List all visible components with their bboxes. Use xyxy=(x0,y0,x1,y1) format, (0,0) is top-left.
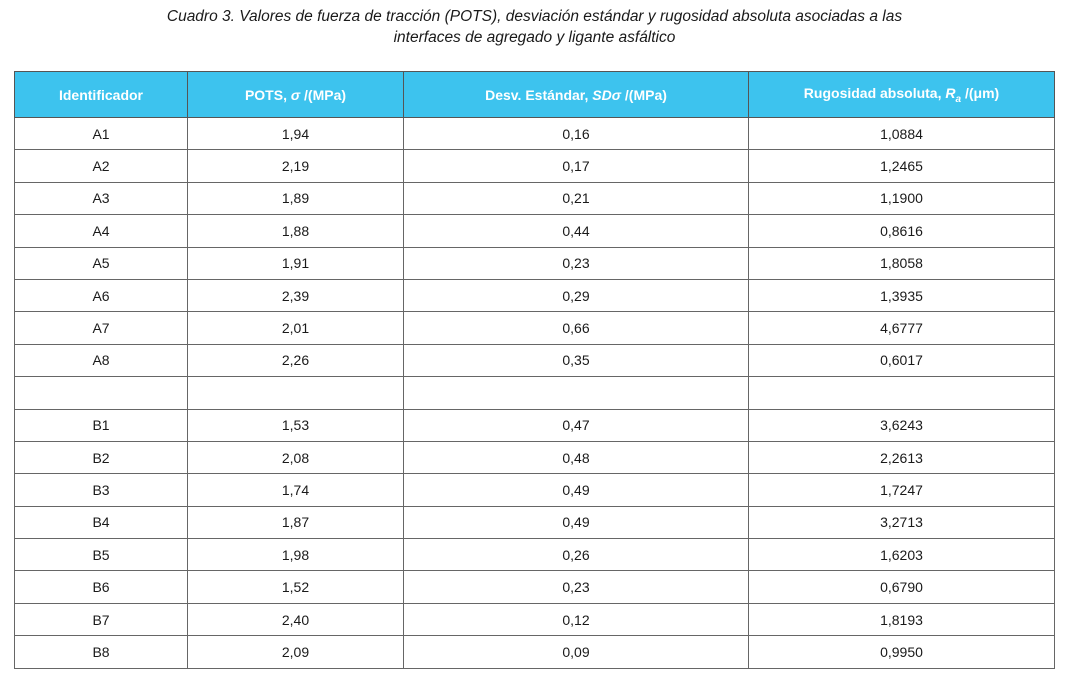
table-row xyxy=(15,409,1055,441)
rugosidad-cell: 1,3935 xyxy=(749,279,1055,311)
caption-line-2: interfaces de agregado y ligante asfáltico xyxy=(393,29,676,46)
rugosidad-cell: 2,2613 xyxy=(749,441,1055,473)
header-identificador-label: Identificador xyxy=(58,86,143,103)
table-row xyxy=(15,182,1055,214)
pots-cell: 1,94 xyxy=(188,118,404,150)
desv-estandar-cell: 0,26 xyxy=(404,539,749,571)
rugosidad-cell: 0,9950 xyxy=(749,636,1055,668)
table-row xyxy=(15,377,1055,409)
desv-estandar-cell: 0,23 xyxy=(404,247,749,279)
pots-cell: 2,39 xyxy=(188,279,404,311)
rugosidad-cell: 1,0884 xyxy=(749,118,1055,150)
data-table xyxy=(14,71,1055,669)
header-sd-unit: /(MPa) xyxy=(621,86,667,103)
table-row xyxy=(15,474,1055,506)
header-rugosidad xyxy=(749,72,1055,118)
rugosidad-cell: 0,8616 xyxy=(749,215,1055,247)
desv-estandar-cell: 0,49 xyxy=(404,474,749,506)
identificador-cell: A1 xyxy=(15,118,188,150)
pots-cell xyxy=(188,377,404,409)
pots-cell: 1,52 xyxy=(188,571,404,603)
identificador-cell: B3 xyxy=(15,474,188,506)
rugosidad-cell: 4,6777 xyxy=(749,312,1055,344)
pots-cell: 1,98 xyxy=(188,539,404,571)
desv-estandar-cell: 0,66 xyxy=(404,312,749,344)
header-pots-prefix: POTS, xyxy=(244,86,291,103)
identificador-cell: A6 xyxy=(15,279,188,311)
desv-estandar-cell: 0,47 xyxy=(404,409,749,441)
rugosidad-cell: 0,6790 xyxy=(749,571,1055,603)
identificador-cell: B8 xyxy=(15,636,188,668)
desv-estandar-cell: 0,16 xyxy=(404,118,749,150)
pots-cell: 1,87 xyxy=(188,506,404,538)
pots-cell: 2,26 xyxy=(188,344,404,376)
identificador-cell: B6 xyxy=(15,571,188,603)
pots-cell: 2,40 xyxy=(188,603,404,635)
caption-line-1: Cuadro 3. Valores de fuerza de tracción (POTS), desviación estándar y rugosidad absoluta asociadas a las xyxy=(166,8,903,25)
table-row xyxy=(15,279,1055,311)
desv-estandar-cell: 0,35 xyxy=(404,344,749,376)
table-row xyxy=(15,247,1055,279)
identificador-cell xyxy=(15,377,188,409)
rugosidad-cell: 3,2713 xyxy=(749,506,1055,538)
pots-cell: 1,88 xyxy=(188,215,404,247)
table-row xyxy=(15,571,1055,603)
rugosidad-cell: 1,8193 xyxy=(749,603,1055,635)
identificador-cell: A3 xyxy=(15,182,188,214)
header-ra-unit: /(μm) xyxy=(961,84,1000,101)
pots-cell: 2,08 xyxy=(188,441,404,473)
table-row xyxy=(15,539,1055,571)
header-pots xyxy=(188,72,404,118)
rugosidad-cell: 1,6203 xyxy=(749,539,1055,571)
desv-estandar-cell: 0,23 xyxy=(404,571,749,603)
desv-estandar-cell: 0,48 xyxy=(404,441,749,473)
rugosidad-cell: 1,7247 xyxy=(749,474,1055,506)
table-header-row xyxy=(15,72,1055,118)
desv-estandar-cell: 0,49 xyxy=(404,506,749,538)
identificador-cell: B5 xyxy=(15,539,188,571)
table-row xyxy=(15,150,1055,182)
table-row xyxy=(15,344,1055,376)
header-ra-symbol: R xyxy=(945,84,956,101)
header-sd-prefix: Desv. Estándar, xyxy=(485,86,593,103)
header-pots-symbol: σ xyxy=(290,86,301,103)
header-ra-subscript: a xyxy=(955,93,962,105)
table-caption xyxy=(0,6,1069,48)
table-row xyxy=(15,118,1055,150)
table-row xyxy=(15,636,1055,668)
rugosidad-cell: 1,8058 xyxy=(749,247,1055,279)
table-row xyxy=(15,215,1055,247)
desv-estandar-cell: 0,12 xyxy=(404,603,749,635)
table-row xyxy=(15,312,1055,344)
desv-estandar-cell: 0,44 xyxy=(404,215,749,247)
identificador-cell: A2 xyxy=(15,150,188,182)
header-sd-symbol: SDσ xyxy=(592,86,621,103)
table-body xyxy=(15,118,1055,669)
desv-estandar-cell: 0,09 xyxy=(404,636,749,668)
desv-estandar-cell: 0,17 xyxy=(404,150,749,182)
table-row xyxy=(15,441,1055,473)
pots-cell: 2,19 xyxy=(188,150,404,182)
desv-estandar-cell xyxy=(404,377,749,409)
identificador-cell: A4 xyxy=(15,215,188,247)
table-row xyxy=(15,506,1055,538)
pots-cell: 1,91 xyxy=(188,247,404,279)
identificador-cell: A8 xyxy=(15,344,188,376)
header-pots-unit: /(MPa) xyxy=(300,86,347,103)
header-identificador xyxy=(15,72,188,118)
header-ra-prefix: Rugosidad absoluta, xyxy=(803,84,946,101)
identificador-cell: A7 xyxy=(15,312,188,344)
identificador-cell: B2 xyxy=(15,441,188,473)
identificador-cell: B4 xyxy=(15,506,188,538)
pots-cell: 2,09 xyxy=(188,636,404,668)
identificador-cell: A5 xyxy=(15,247,188,279)
header-desv-estandar xyxy=(404,72,749,118)
desv-estandar-cell: 0,29 xyxy=(404,279,749,311)
rugosidad-cell: 3,6243 xyxy=(749,409,1055,441)
desv-estandar-cell: 0,21 xyxy=(404,182,749,214)
rugosidad-cell xyxy=(749,377,1055,409)
pots-cell: 1,74 xyxy=(188,474,404,506)
pots-cell: 1,53 xyxy=(188,409,404,441)
pots-cell: 1,89 xyxy=(188,182,404,214)
rugosidad-cell: 1,1900 xyxy=(749,182,1055,214)
identificador-cell: B7 xyxy=(15,603,188,635)
pots-cell: 2,01 xyxy=(188,312,404,344)
rugosidad-cell: 1,2465 xyxy=(749,150,1055,182)
identificador-cell: B1 xyxy=(15,409,188,441)
rugosidad-cell: 0,6017 xyxy=(749,344,1055,376)
table-row xyxy=(15,603,1055,635)
